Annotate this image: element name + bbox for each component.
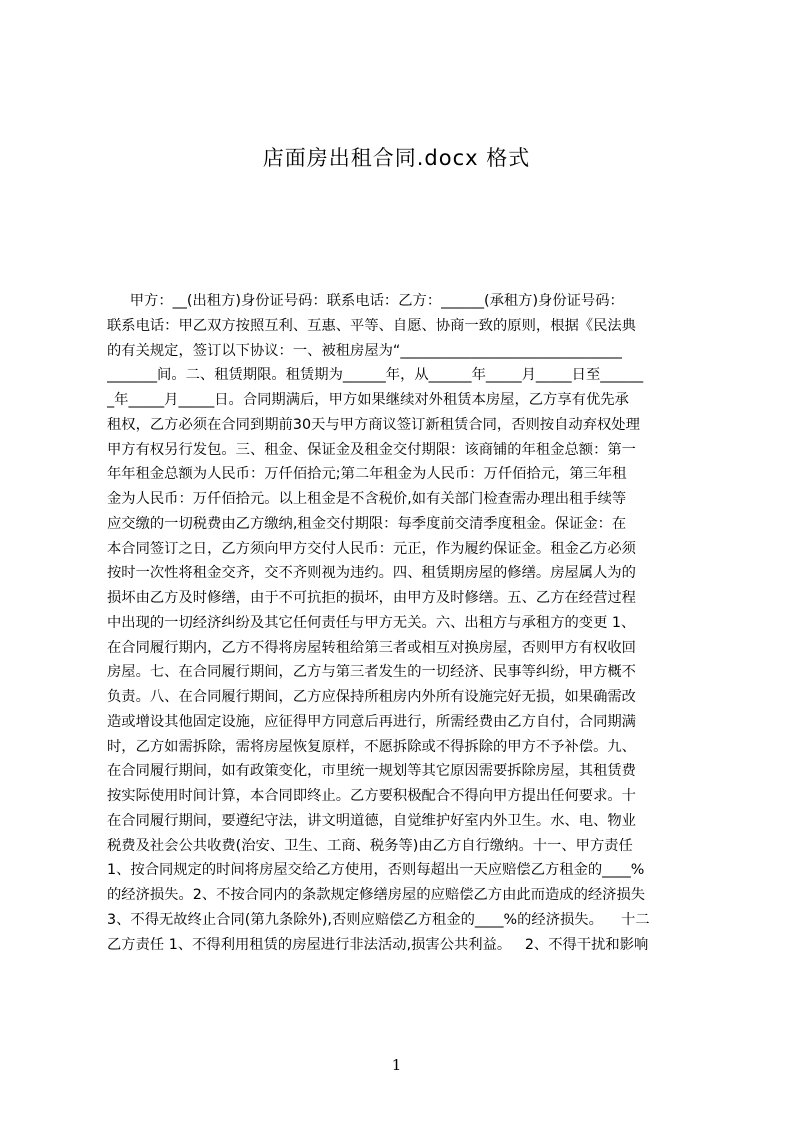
body-line: 损坏由乙方及时修缮，由于不可抗拒的损坏，由甲方及时修缮。五、乙方在经营过程 <box>107 590 636 606</box>
body-line: 负责。八、在合同履行期间，乙方应保持所租房内外所有设施完好无损，如果确需改 <box>107 689 636 705</box>
body-line: 税费及社会公共收费(治安、卫生、工商、税务等)由乙方自行缴纳。十一、甲方责任 <box>107 837 633 854</box>
body-line: _______间。二、租赁期限。租赁期为______年，从______年_____月_____日至______ <box>107 367 644 384</box>
body-line: 3、不得无故终止合同(第九条除外),否则应赔偿乙方租金的____%的经济损失。 十二 <box>107 911 650 928</box>
body-line: _年_____月_____日。合同期满后，甲方如果继续对外租赁本房屋，乙方享有优先承 <box>107 392 629 408</box>
body-line: 年年租金总额为人民币：万仟佰拾元;第二年租金为人民币：万仟佰拾元，第三年租 <box>107 466 627 483</box>
body-line: 乙方责任 1、不得利用租赁的房屋进行非法活动,损害公共利益。 2、不得干扰和影响 <box>107 936 649 953</box>
body-line: 甲方有权另行发包。三、租金、保证金及租金交付期限：该商铺的年租金总额：第一 <box>107 441 636 458</box>
body-line: 联系电话：甲乙双方按照互利、互惠、平等、自愿、协商一致的原则，根据《民法典 <box>107 317 636 334</box>
body-line: 造或增设其他固定设施，应征得甲方同意后再进行，所需经费由乙方自付，合同期满 <box>107 713 636 730</box>
body-line: 在合同履行期间，如有政策变化，市里统一规划等其它原因需要拆除房屋，其租赁费 <box>107 763 636 780</box>
document-title: 店面房出租合同.docx 格式 <box>262 146 531 170</box>
body-line: 按时一次性将租金交齐，交不齐则视为违约。四、租赁期房屋的修缮。房屋属人为的 <box>107 565 636 582</box>
body-line: 1、按合同规定的时间将房屋交给乙方使用，否则每超出一天应赔偿乙方租金的____% <box>107 862 645 879</box>
contract-body <box>107 289 697 957</box>
page-number: 1 <box>391 1056 402 1074</box>
body-line: 在合同履行期间，要遵纪守法，讲文明道德，自觉维护好室内外卫生。水、电、物业 <box>107 812 636 829</box>
body-line: 租权，乙方必须在合同到期前30天与甲方商议签订新租赁合同，否则按自动弃权处理 <box>107 416 640 433</box>
body-line: 按实际使用时间计算，本合同即终止。乙方要积极配合不得向甲方提出任何要求。十 <box>107 788 636 804</box>
body-line: 甲方：__(出租方)身份证号码：联系电话：乙方：______(承租方)身份证号码： <box>107 293 624 309</box>
body-line: 本合同签订之日，乙方须向甲方交付人民币：元正，作为履约保证金。租金乙方必须 <box>107 540 636 557</box>
body-line: 在合同履行期内，乙方不得将房屋转租给第三者或相互对换房屋，否则甲方有权收回 <box>107 639 636 656</box>
body-line: 的有关规定，签订以下协议：一、被租房屋为“_______________________________ <box>107 342 622 359</box>
body-line: 房屋。七、在合同履行期间，乙方与第三者发生的一切经济、民事等纠纷，甲方概不 <box>107 664 636 681</box>
body-line: 应交缴的一切税费由乙方缴纳,租金交付期限：每季度前交清季度租金。保证金：在 <box>107 515 627 532</box>
body-line: 时，乙方如需拆除，需将房屋恢复原样，不愿拆除或不得拆除的甲方不予补偿。九、 <box>107 738 636 755</box>
body-line: 金为人民币：万仟佰拾元。以上租金是不含税价,如有关部门检查需办理出租手续等 <box>107 491 627 507</box>
body-line: 的经济损失。2、不按合同内的条款规定修缮房屋的应赔偿乙方由此而造成的经济损失 <box>107 887 646 903</box>
body-line: 中出现的一切经济纠纷及其它任何责任与甲方无关。六、出租方与承租方的变更 1、 <box>107 614 636 631</box>
